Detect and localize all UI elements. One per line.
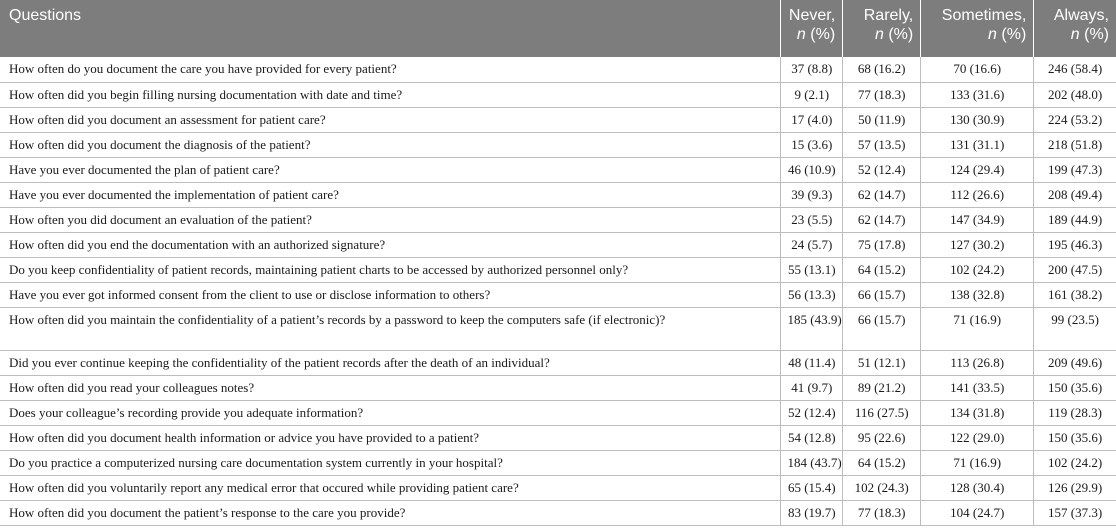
table-row [0, 375, 1116, 400]
rarely-cell: 75 (17.8) [843, 232, 921, 257]
always-cell: 99 (23.5) [1034, 307, 1116, 350]
question-cell: Have you ever documented the implementation of patient care? [0, 182, 781, 207]
rarely-cell: 62 (14.7) [843, 207, 921, 232]
sometimes-cell: 113 (26.8) [921, 350, 1034, 375]
sometimes-cell: 147 (34.9) [921, 207, 1034, 232]
always-cell: 209 (49.6) [1034, 350, 1116, 375]
always-cell: 218 (51.8) [1034, 132, 1116, 157]
question-cell: Did you ever continue keeping the confidentiality of the patient records after the death of an individual? [0, 350, 781, 375]
sometimes-column-header [921, 0, 1034, 57]
percent-suffix: (%) [805, 26, 836, 43]
rarely-cell: 66 (15.7) [843, 282, 921, 307]
never-cell: 39 (9.3) [781, 182, 843, 207]
n-symbol: n [1070, 26, 1080, 43]
sometimes-cell: 130 (30.9) [921, 107, 1034, 132]
always-cell: 195 (46.3) [1034, 232, 1116, 257]
always-cell: 126 (29.9) [1034, 475, 1116, 500]
table-row [0, 82, 1116, 107]
rarely-cell: 50 (11.9) [843, 107, 921, 132]
rarely-cell: 68 (16.2) [843, 57, 921, 82]
table-row [0, 282, 1116, 307]
percent-suffix: (%) [1079, 26, 1109, 43]
table-row [0, 475, 1116, 500]
sometimes-cell: 124 (29.4) [921, 157, 1034, 182]
never-cell: 46 (10.9) [781, 157, 843, 182]
table-row [0, 425, 1116, 450]
never-cell: 54 (12.8) [781, 425, 843, 450]
always-label: Always, [1053, 7, 1109, 24]
question-cell: How often did you document the patient’s response to the care you provide? [0, 500, 781, 525]
never-label: Never, [788, 7, 836, 24]
question-cell: Have you ever got informed consent from the client to use or disclose information to others? [0, 282, 781, 307]
sometimes-cell: 138 (32.8) [921, 282, 1034, 307]
always-cell: 119 (28.3) [1034, 400, 1116, 425]
sometimes-cell: 70 (16.6) [921, 57, 1034, 82]
table-row [0, 257, 1116, 282]
rarely-cell: 77 (18.3) [843, 82, 921, 107]
sometimes-cell: 141 (33.5) [921, 375, 1034, 400]
never-cell: 83 (19.7) [781, 500, 843, 525]
rarely-cell: 89 (21.2) [843, 375, 921, 400]
table-row [0, 450, 1116, 475]
table-row [0, 107, 1116, 132]
rarely-cell: 51 (12.1) [843, 350, 921, 375]
question-cell: Do you keep confidentiality of patient records, maintaining patient charts to be accessed by authorized personnel only? [0, 257, 781, 282]
n-symbol: n [988, 26, 997, 43]
always-cell: 246 (58.4) [1034, 57, 1116, 82]
always-cell: 224 (53.2) [1034, 107, 1116, 132]
rarely-cell: 102 (24.3) [843, 475, 921, 500]
never-column-header [781, 0, 843, 57]
question-cell: How often did you maintain the confidentiality of a patient’s records by a password to keep the computers safe (if electronic)? [0, 307, 781, 350]
rarely-cell: 77 (18.3) [843, 500, 921, 525]
sometimes-cell: 104 (24.7) [921, 500, 1034, 525]
always-cell: 157 (37.3) [1034, 500, 1116, 525]
question-cell: How often did you read your colleagues notes? [0, 375, 781, 400]
n-symbol: n [796, 26, 806, 43]
question-cell: How often did you document health information or advice you have provided to a patient? [0, 425, 781, 450]
never-cell: 56 (13.3) [781, 282, 843, 307]
never-cell: 52 (12.4) [781, 400, 843, 425]
never-cell: 37 (8.8) [781, 57, 843, 82]
sometimes-cell: 71 (16.9) [921, 307, 1034, 350]
rarely-cell: 95 (22.6) [843, 425, 921, 450]
table-row [0, 400, 1116, 425]
sometimes-cell: 133 (31.6) [921, 82, 1034, 107]
table-row [0, 182, 1116, 207]
sometimes-cell: 134 (31.8) [921, 400, 1034, 425]
rarely-label: Rarely, [863, 7, 914, 24]
question-cell: How often did you begin filling nursing documentation with date and time? [0, 82, 781, 107]
sometimes-cell: 131 (31.1) [921, 132, 1034, 157]
rarely-cell: 64 (15.2) [843, 257, 921, 282]
never-cell: 15 (3.6) [781, 132, 843, 157]
questions-column-header: Questions [0, 0, 781, 57]
rarely-cell: 57 (13.5) [843, 132, 921, 157]
never-cell: 17 (4.0) [781, 107, 843, 132]
table-body [0, 57, 1116, 525]
sometimes-cell: 122 (29.0) [921, 425, 1034, 450]
table-row [0, 132, 1116, 157]
never-cell: 184 (43.7) [781, 450, 843, 475]
never-cell: 48 (11.4) [781, 350, 843, 375]
rarely-cell: 52 (12.4) [843, 157, 921, 182]
table-row [0, 232, 1116, 257]
question-cell: Have you ever documented the plan of patient care? [0, 157, 781, 182]
question-cell: How often did you document an assessment for patient care? [0, 107, 781, 132]
never-cell: 9 (2.1) [781, 82, 843, 107]
table-row [0, 307, 1116, 350]
always-cell: 199 (47.3) [1034, 157, 1116, 182]
rarely-cell: 62 (14.7) [843, 182, 921, 207]
always-column-header [1034, 0, 1116, 57]
sometimes-cell: 127 (30.2) [921, 232, 1034, 257]
always-cell: 200 (47.5) [1034, 257, 1116, 282]
table-row [0, 157, 1116, 182]
rarely-cell: 64 (15.2) [843, 450, 921, 475]
question-cell: How often did you document the diagnosis of the patient? [0, 132, 781, 157]
always-cell: 161 (38.2) [1034, 282, 1116, 307]
never-cell: 23 (5.5) [781, 207, 843, 232]
never-cell: 55 (13.1) [781, 257, 843, 282]
n-symbol: n [875, 26, 884, 43]
never-cell: 24 (5.7) [781, 232, 843, 257]
table-row [0, 500, 1116, 525]
always-cell: 208 (49.4) [1034, 182, 1116, 207]
question-cell: How often you did document an evaluation of the patient? [0, 207, 781, 232]
rarely-cell: 116 (27.5) [843, 400, 921, 425]
never-cell: 65 (15.4) [781, 475, 843, 500]
question-cell: How often do you document the care you have provided for every patient? [0, 57, 781, 82]
question-cell: Do you practice a computerized nursing care documentation system currently in your hospital? [0, 450, 781, 475]
header-row [0, 0, 1116, 57]
always-cell: 189 (44.9) [1034, 207, 1116, 232]
question-cell: How often did you voluntarily report any medical error that occured while providing patient care? [0, 475, 781, 500]
always-cell: 202 (48.0) [1034, 82, 1116, 107]
sometimes-cell: 112 (26.6) [921, 182, 1034, 207]
sometimes-cell: 71 (16.9) [921, 450, 1034, 475]
never-cell: 185 (43.9) [781, 307, 843, 350]
sometimes-cell: 128 (30.4) [921, 475, 1034, 500]
sometimes-cell: 102 (24.2) [921, 257, 1034, 282]
question-cell: How often did you end the documentation with an authorized signature? [0, 232, 781, 257]
table-row [0, 57, 1116, 82]
never-cell: 41 (9.7) [781, 375, 843, 400]
always-cell: 150 (35.6) [1034, 425, 1116, 450]
rarely-cell: 66 (15.7) [843, 307, 921, 350]
percent-suffix: (%) [883, 26, 914, 43]
table-row [0, 350, 1116, 375]
always-cell: 150 (35.6) [1034, 375, 1116, 400]
table-header [0, 0, 1116, 57]
sometimes-label: Sometimes, [941, 7, 1027, 24]
percent-suffix: (%) [996, 26, 1027, 43]
table-row [0, 207, 1116, 232]
rarely-column-header [843, 0, 921, 57]
always-cell: 102 (24.2) [1034, 450, 1116, 475]
question-cell: Does your colleague’s recording provide you adequate information? [0, 400, 781, 425]
